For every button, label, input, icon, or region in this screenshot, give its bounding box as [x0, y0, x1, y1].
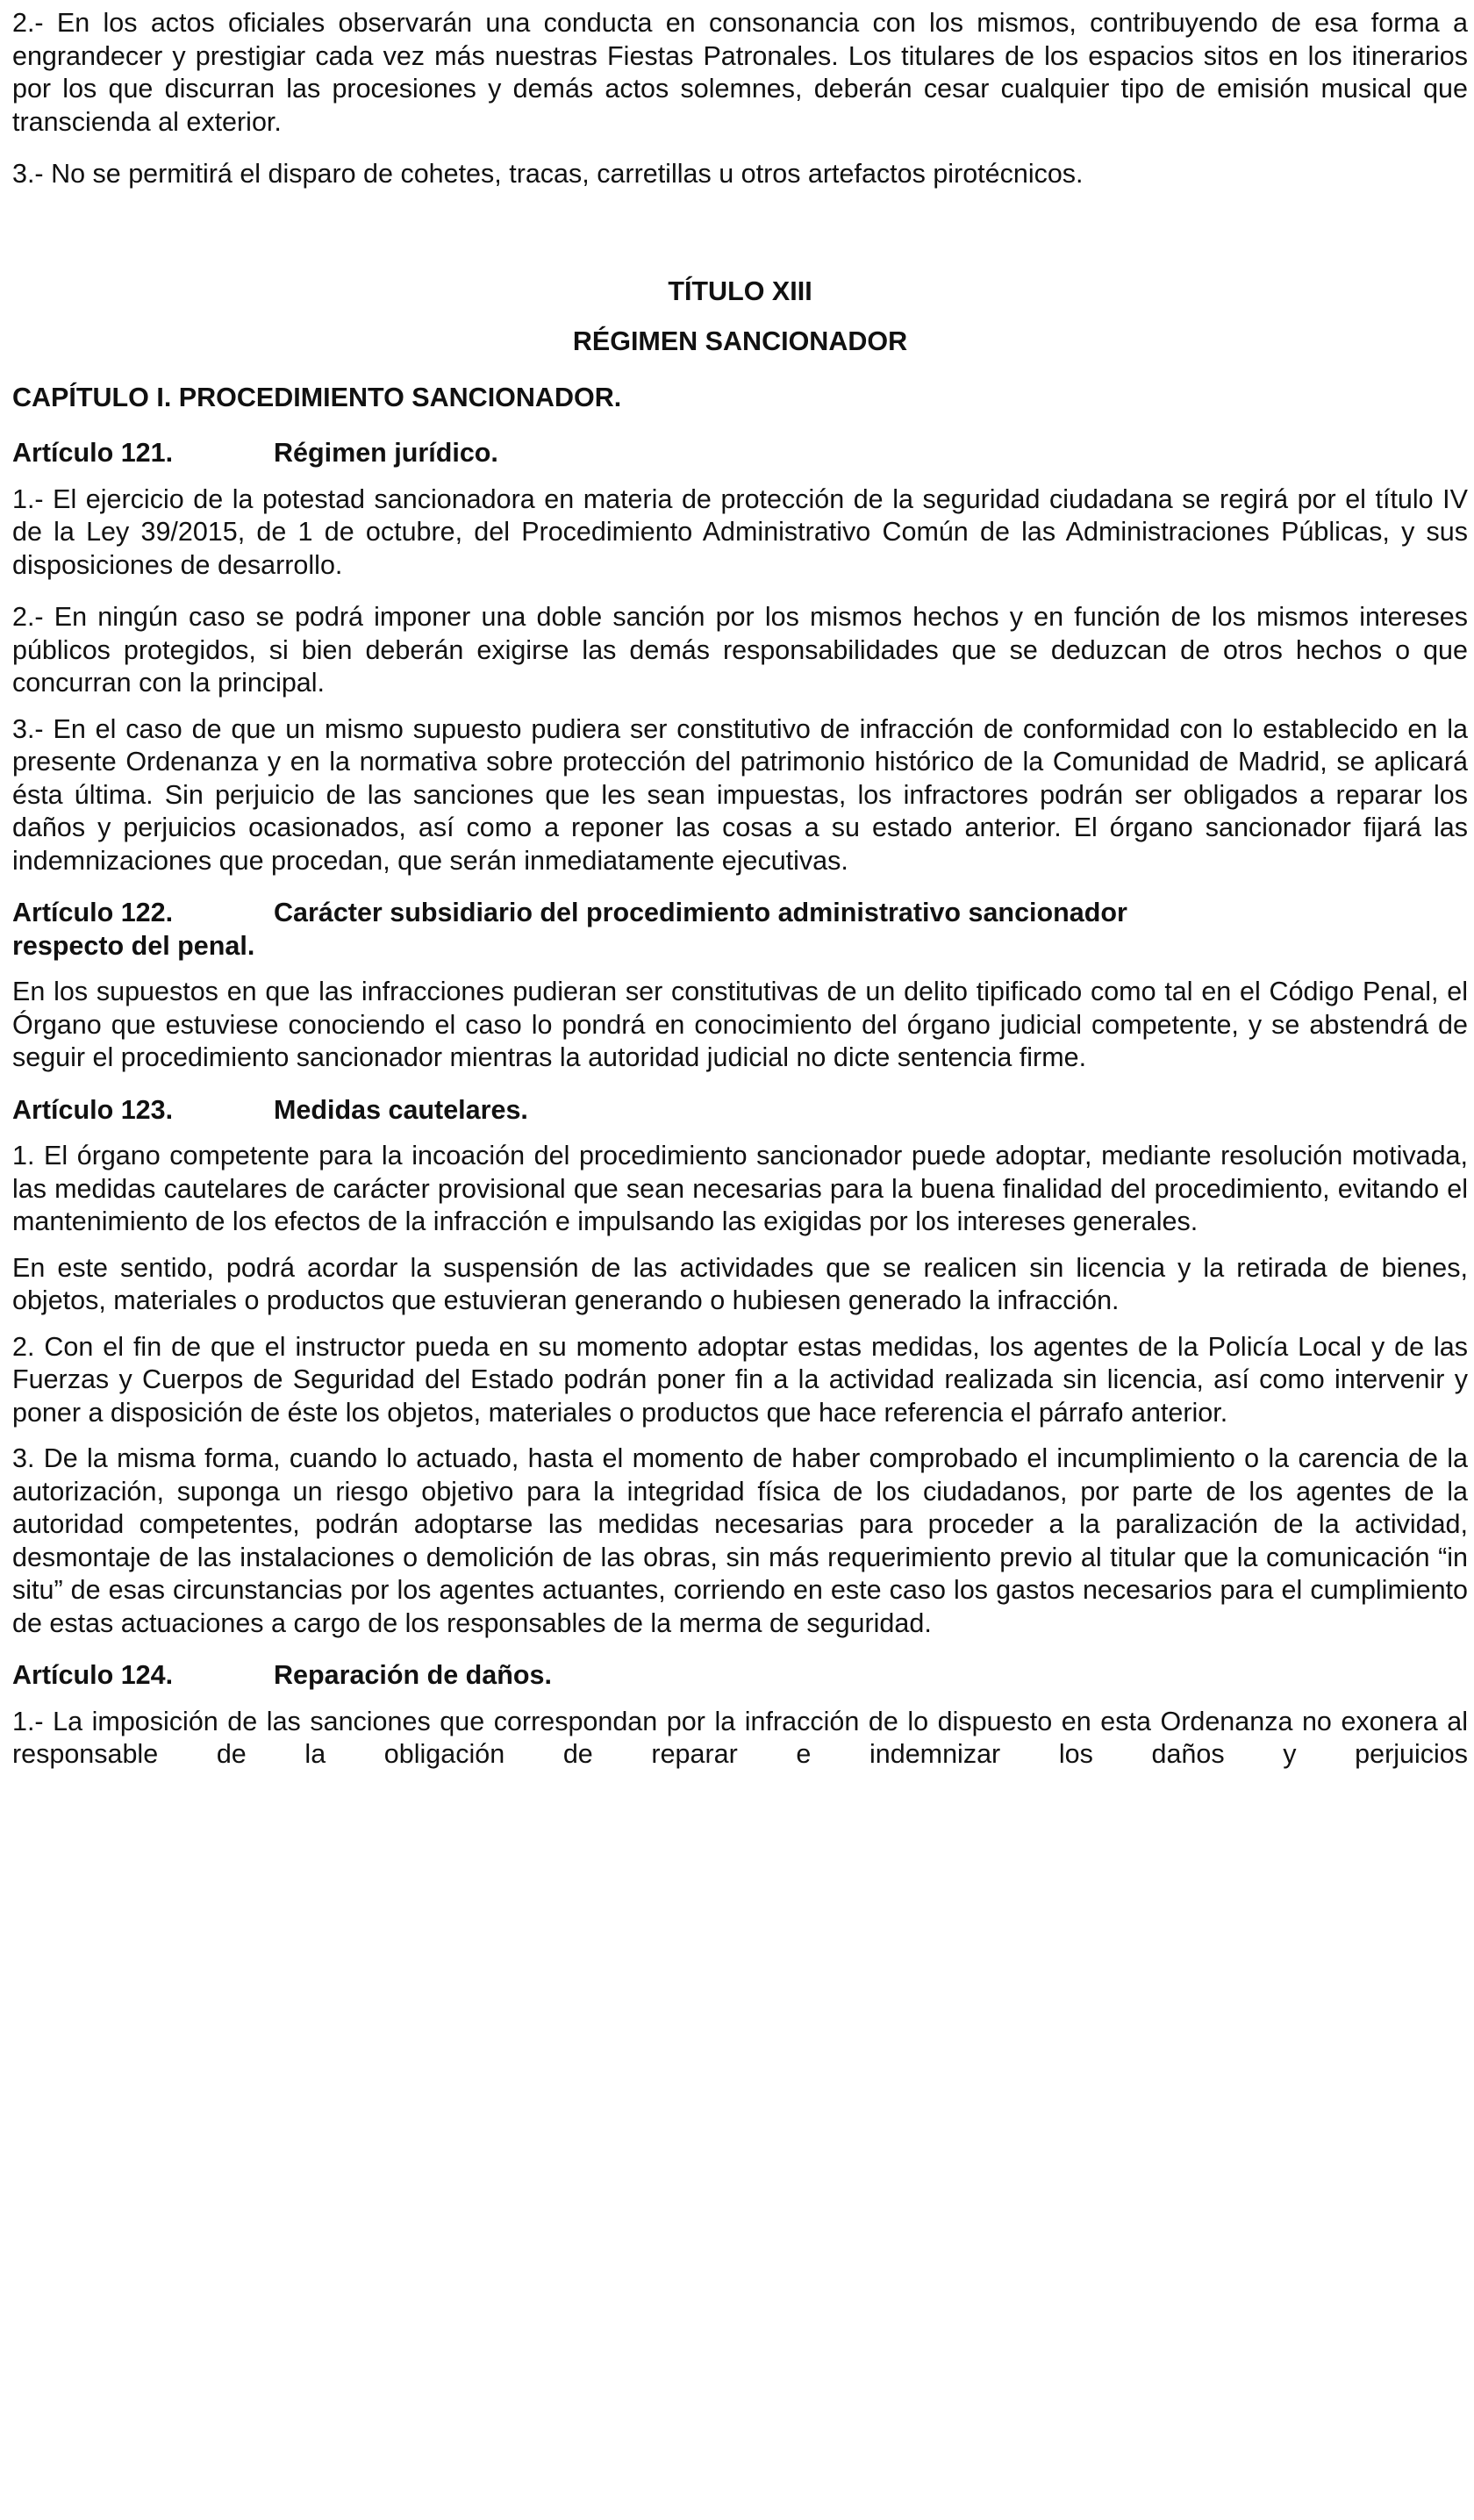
regimen-heading: RÉGIMEN SANCIONADOR	[572, 326, 908, 356]
article-123-paragraph-2: En este sentido, podrá acordar la suspensión de las actividades que se realicen sin licencia y la retirada de bienes, objetos, materiales o productos que estuvieran generando o hubiesen generado la infracción.	[12, 1252, 1468, 1315]
paragraph-intro-3: 3.- No se permitirá el disparo de cohetes, tracas, carretillas u otros artefactos pirotécnicos.	[12, 159, 1084, 189]
title-heading: TÍTULO XIII	[668, 276, 812, 306]
article-121-paragraph-3: 3.- En el caso de que un mismo supuesto pudiera ser constitutivo de infracción de conformidad con lo establecido en la presente Ordenanza y en la normativa sobre protección del patrimonio histórico de la Comunidad de Madrid, se aplicará ésta última. Sin perjuicio de las sanciones que les sean impuestas, los infractores podrán ser obligados a reparar los daños y perjuicios ocasionados, así como a reponer las cosas a su estado anterior. El órgano sancionador fijará las indemnizaciones que procedan, que serán inmediatamente ejecutivas.	[12, 713, 1468, 876]
article-124-paragraph-1: 1.- La imposición de las sanciones que correspondan por la infracción de lo dispuesto en esta Ordenanza no exonera al responsable de la obligación de reparar e indemnizar los daños y perjuicios	[12, 1706, 1468, 1769]
article-121-paragraph-1: 1.- El ejercicio de la potestad sancionadora en materia de protección de la seguridad ciudadana se regirá por el título IV de la Ley 39/2015, de 1 de octubre, del Procedimiento Administrativo Común de las Administraciones Públicas, y sus disposiciones de desarrollo.	[12, 483, 1468, 580]
article-122-paragraph-1: En los supuestos en que las infracciones pudieran ser constitutivas de un delito tipificado como tal en el Código Penal, el Órgano que estuviese conociendo el caso lo pondrá en conocimiento del órgano judicial competente, y se abstendrá de seguir el procedimiento sancionador mientras la autoridad judicial no dicte sentencia firme.	[12, 977, 1468, 1072]
article-122-title-line-2: respecto del penal.	[12, 930, 255, 961]
article-121-title: Régimen jurídico.	[274, 438, 498, 468]
article-123-title: Medidas cautelares.	[274, 1094, 528, 1125]
chapter-heading: CAPÍTULO I. PROCEDIMIENTO SANCIONADOR.	[12, 382, 622, 412]
article-122-number: Artículo 122.	[12, 898, 174, 927]
article-123-paragraph-4: 3. De la misma forma, cuando lo actuado, hasta el momento de haber comprobado el incumplimiento o la carencia de la autorización, suponga un riesgo objetivo para la integridad física de los ciudadanos, por parte de los agentes de la autoridad competentes, podrán adoptarse las medidas necesarias para proceder a la paralización de la actividad, desmontaje de las instalaciones o demolición de las obras, sin más requerimiento previo al titular que la comunicación “in situ” de esas circunstancias por los agentes actuantes, corriendo en este caso los gastos necesarios para el cumplimiento de estas actuaciones a cargo de los responsables de la merma de seguridad.	[12, 1443, 1468, 1638]
paragraph-intro-2: 2.- En los actos oficiales observarán una conducta en consonancia con los mismos, contribuyendo de esa forma a engrandecer y prestigiar cada vez más nuestras Fiestas Patronales. Los titulares de los espacios sitos en los itinerarios por los que discurran las procesiones y demás actos solemnes, deberán cesar cualquier tipo de emisión musical que transcienda al exterior.	[12, 8, 1468, 137]
article-123-number: Artículo 123.	[12, 1094, 174, 1125]
article-124-heading	[12, 1659, 1468, 1693]
article-122-title-line-1: Carácter subsidiario del procedimiento administrativo sancionador	[274, 898, 1127, 927]
article-121-number: Artículo 121.	[12, 438, 174, 468]
article-123-heading	[12, 1094, 1468, 1128]
article-123-paragraph-1: 1. El órgano competente para la incoación del procedimiento sancionador puede adoptar, mediante resolución motivada, las medidas cautelares de carácter provisional que sean necesarias para la buena finalidad del procedimiento, evitando el mantenimiento de los efectos de la infracción e impulsando las exigidas por los intereses generales.	[12, 1141, 1468, 1236]
article-121-paragraph-2: 2.- En ningún caso se podrá imponer una doble sanción por los mismos hechos y en función de los mismos intereses públicos protegidos, si bien deberán exigirse las demás responsabilidades que se deduzcan de otros hechos o que concurran con la principal.	[12, 602, 1468, 698]
article-124-number: Artículo 124.	[12, 1660, 174, 1690]
article-123-paragraph-3: 2. Con el fin de que el instructor pueda en su momento adoptar estas medidas, los agentes de la Policía Local y de las Fuerzas y Cuerpos de Seguridad del Estado podrán poner fin a la actividad realizada sin licencia, así como intervenir y poner a disposición de éste los objetos, materiales o productos que hace referencia el párrafo anterior.	[12, 1331, 1468, 1428]
article-124-title: Reparación de daños.	[274, 1660, 552, 1690]
article-121-heading	[12, 437, 1468, 470]
article-122-heading	[12, 897, 1468, 963]
